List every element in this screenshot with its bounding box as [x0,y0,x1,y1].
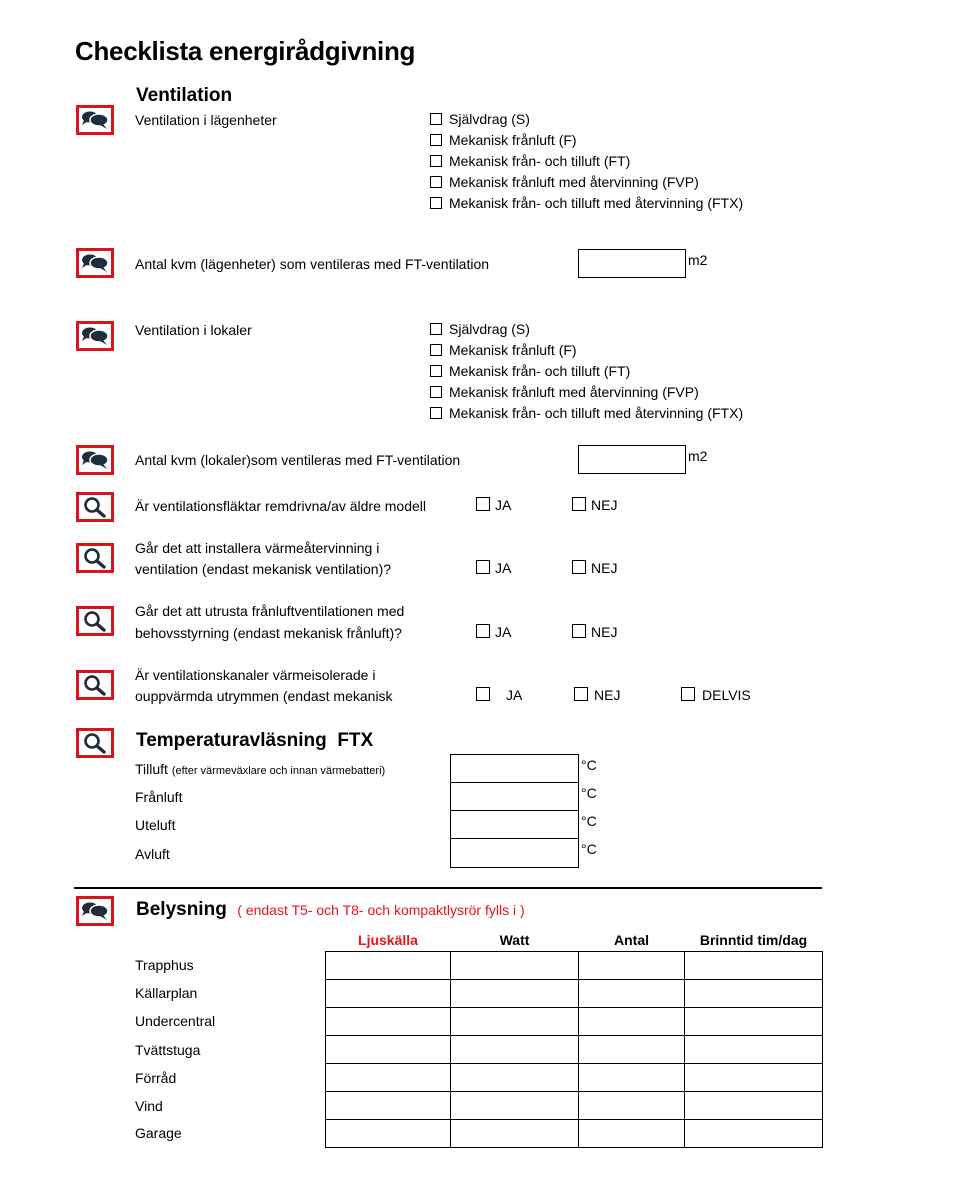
outdoor-air-input[interactable] [450,810,579,839]
table-cell[interactable] [451,952,579,980]
row-label-stairwell: Trapphus [135,957,194,973]
checkbox[interactable] [430,197,442,209]
column-header-light-source: Ljuskälla [358,932,418,948]
lighting-note: ( endast T5- och T8- och kompaktlysrör fylls i ) [237,902,525,918]
column-header-watt: Watt [499,932,530,948]
inspect-icon-box[interactable] [76,670,114,700]
ventilation-heading: Ventilation [136,85,233,106]
checkbox[interactable] [430,407,442,419]
comment-icon-box[interactable] [76,445,114,475]
heat-recovery-yes[interactable]: JA [476,558,511,579]
apt-option-ftx[interactable]: Mekanisk från- och tilluft med återvinning (FTX) [430,193,743,214]
speech-bubbles-icon [80,110,110,130]
question-insulated-line2: ouppvärmda utrymmen (endast mekanisk [135,688,393,704]
row-label-basement: Källarplan [135,985,198,1001]
speech-bubbles-icon [80,450,110,470]
table-cell[interactable] [685,1008,823,1036]
table-row [326,1092,823,1120]
apt-option-ft[interactable]: Mekanisk från- och tilluft (FT) [430,151,630,172]
table-cell[interactable] [326,980,451,1008]
apt-option-fvp[interactable]: Mekanisk frånluft med återvinning (FVP) [430,172,699,193]
checkbox[interactable] [430,386,442,398]
prem-option-s[interactable]: Självdrag (S) [430,319,530,340]
area-apartments-input[interactable] [578,249,686,278]
unit-celsius: °C [581,813,597,829]
question-heat-recovery-line2: ventilation (endast mekanisk ventilation)? [135,561,392,577]
inspect-icon-box[interactable] [76,543,114,573]
table-cell[interactable] [326,1036,451,1064]
unit-m2: m2 [688,448,708,464]
checkbox[interactable] [430,365,442,377]
prem-option-fvp[interactable]: Mekanisk frånluft med återvinning (FVP) [430,382,699,403]
table-row [326,1064,823,1092]
table-cell[interactable] [579,952,685,980]
area-premises-input[interactable] [578,445,686,474]
magnifier-icon [83,496,107,518]
table-cell[interactable] [326,1064,451,1092]
insulated-no[interactable]: NEJ [574,685,620,706]
table-row [326,1008,823,1036]
table-cell[interactable] [579,1092,685,1120]
magnifier-icon [83,732,107,754]
ventilation-premises-label: Ventilation i lokaler [135,322,252,338]
supply-air-text: Tilluft [135,761,168,777]
table-cell[interactable] [579,1008,685,1036]
question-fans: Är ventilationsfläktar remdrivna/av äldre modell [135,498,427,514]
unit-celsius: °C [581,757,597,773]
prem-option-ftx[interactable]: Mekanisk från- och tilluft med återvinning (FTX) [430,403,743,424]
area-premises-label: Antal kvm (lokaler)som ventileras med FT-ventilation [135,452,461,468]
checkbox[interactable] [572,497,586,511]
comment-icon-box[interactable] [76,896,114,926]
lighting-table [325,951,823,1148]
discharge-air-label: Avluft [135,846,170,862]
inspect-icon-box[interactable] [76,492,114,522]
lighting-heading-row [136,899,525,921]
unit-m2: m2 [688,252,708,268]
comment-icon-box[interactable] [76,105,114,135]
table-cell[interactable] [326,952,451,980]
row-label-garage: Garage [135,1125,182,1141]
area-apartments-label: Antal kvm (lägenheter) som ventileras med FT-ventilation [135,256,490,272]
temperature-heading: Temperaturavläsning FTX [136,730,374,751]
fans-no[interactable]: NEJ [572,495,617,516]
question-insulated-line1: Är ventilationskanaler värmeisolerade i [135,667,376,683]
question-heat-recovery-line1: Går det att installera värmeåtervinning i [135,540,380,556]
page-title: Checklista energirådgivning [75,36,416,66]
inspect-icon-box[interactable] [76,728,114,758]
unit-celsius: °C [581,841,597,857]
table-cell[interactable] [451,1064,579,1092]
checkbox[interactable] [681,687,695,701]
checkbox[interactable] [572,560,586,574]
table-cell[interactable] [685,1120,823,1148]
fans-yes[interactable]: JA [476,495,511,516]
section-divider [74,887,822,889]
table-cell[interactable] [685,1064,823,1092]
column-header-count: Antal [614,932,649,948]
exhaust-air-input[interactable] [450,782,579,811]
inspect-icon-box[interactable] [76,606,114,636]
insulated-partly[interactable]: DELVIS [681,685,751,706]
outdoor-air-label: Uteluft [135,817,176,833]
table-cell[interactable] [685,1092,823,1120]
unit-celsius: °C [581,785,597,801]
row-label-attic: Vind [135,1098,163,1114]
supply-air-label [135,758,385,782]
table-cell[interactable] [326,1008,451,1036]
column-header-burn-time: Brinntid tim/dag [699,932,808,948]
comment-icon-box[interactable] [76,248,114,278]
table-cell[interactable] [579,1036,685,1064]
speech-bubbles-icon [80,901,110,921]
table-cell[interactable] [685,1036,823,1064]
table-cell[interactable] [451,1036,579,1064]
table-row [326,1120,823,1148]
checkbox[interactable] [430,113,442,125]
checkbox[interactable] [430,134,442,146]
checkbox[interactable] [430,176,442,188]
table-cell[interactable] [451,1120,579,1148]
table-cell[interactable] [451,1008,579,1036]
question-demand-line2: behovsstyrning (endast mekanisk frånluft)? [135,625,402,641]
table-cell[interactable] [326,1092,451,1120]
insulated-yes[interactable]: JA [476,685,522,706]
heat-recovery-no[interactable]: NEJ [572,558,617,579]
supply-air-input[interactable] [450,754,579,783]
checkbox[interactable] [430,155,442,167]
question-demand-line1: Går det att utrusta frånluftventilationen med [135,603,405,619]
table-cell[interactable] [579,1064,685,1092]
demand-no[interactable]: NEJ [572,622,617,643]
checkbox[interactable] [574,687,588,701]
table-cell[interactable] [579,1120,685,1148]
table-cell[interactable] [579,980,685,1008]
table-row [326,980,823,1008]
table-cell[interactable] [451,980,579,1008]
magnifier-icon [83,610,107,632]
ventilation-apartments-label: Ventilation i lägenheter [135,112,277,128]
table-row [326,1036,823,1064]
table-cell[interactable] [451,1092,579,1120]
comment-icon-box[interactable] [76,321,114,351]
checkbox[interactable] [476,687,490,701]
apt-option-s[interactable]: Självdrag (S) [430,109,530,130]
magnifier-icon [83,674,107,696]
checkbox[interactable] [476,497,490,511]
lighting-heading: Belysning [136,899,227,920]
exhaust-air-label: Frånluft [135,789,183,805]
checkbox[interactable] [430,323,442,335]
checkbox[interactable] [476,560,490,574]
checkbox[interactable] [430,344,442,356]
speech-bubbles-icon [80,326,110,346]
apt-option-f[interactable]: Mekanisk frånluft (F) [430,130,577,151]
table-cell[interactable] [685,980,823,1008]
supply-air-note: (efter värmeväxlare och innan värmebatteri) [171,765,386,777]
table-row [326,952,823,980]
row-label-storage: Förråd [135,1070,177,1086]
prem-option-ft[interactable]: Mekanisk från- och tilluft (FT) [430,361,630,382]
table-cell[interactable] [326,1120,451,1148]
magnifier-icon [83,547,107,569]
prem-option-f[interactable]: Mekanisk frånluft (F) [430,340,577,361]
table-cell[interactable] [685,952,823,980]
speech-bubbles-icon [80,253,110,273]
row-label-laundry: Tvättstuga [135,1042,201,1058]
discharge-air-input[interactable] [450,838,579,868]
checkbox[interactable] [572,624,586,638]
demand-yes[interactable]: JA [476,622,511,643]
row-label-substation: Undercentral [135,1013,216,1029]
checkbox[interactable] [476,624,490,638]
